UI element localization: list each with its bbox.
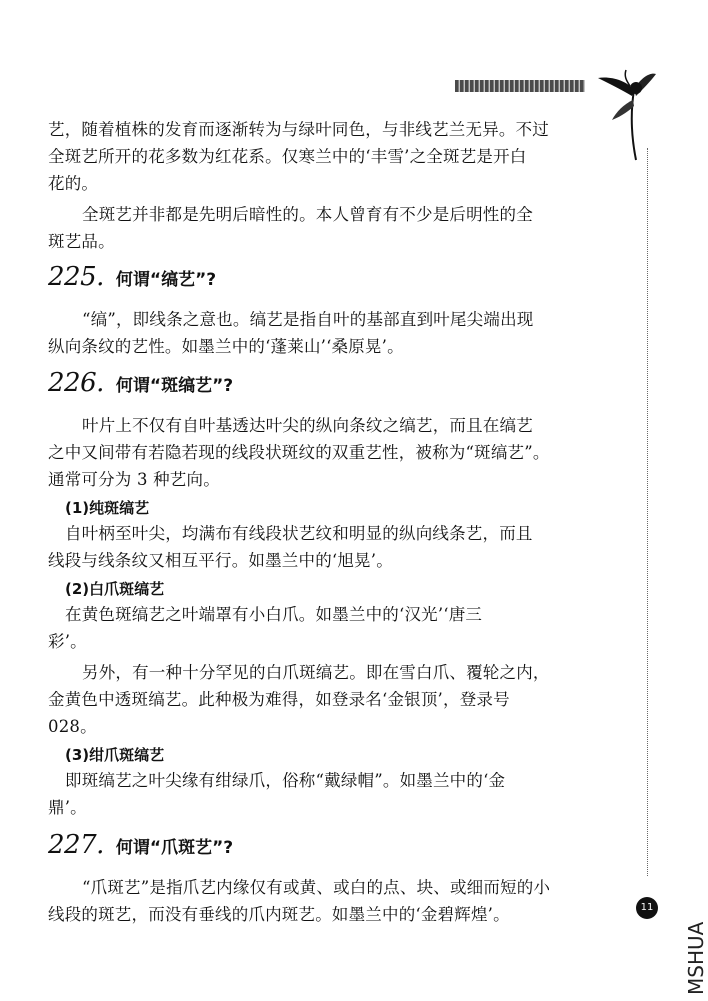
paragraph-line: 叶片上不仅有自叶基透达叶尖的纵向条纹之缟艺，而且在缟艺 xyxy=(82,416,533,435)
paragraph-line: 028。 xyxy=(48,717,97,736)
subsection-title: (1)纯斑缟艺 xyxy=(65,499,150,517)
paragraph-line: “爪斑艺”是指爪艺内缘仅有或黄、或白的点、块、或细而短的小 xyxy=(82,878,551,897)
section-number: 226. xyxy=(48,368,104,398)
paragraph-line: 通常可分为 3 种艺向。 xyxy=(48,470,220,489)
paragraph-line: 全斑艺并非都是先明后暗性的。本人曾育有不少是后明性的全 xyxy=(82,205,533,224)
paragraph-line: 艺，随着植株的发育而逐渐转为与绿叶同色，与非线艺兰无异。不过 xyxy=(48,120,549,139)
paragraph-line: 之中又间带有若隐若现的线段状斑纹的双重艺性，被称为“斑缟艺”。 xyxy=(48,443,550,462)
section-title: 何谓“爪斑艺”? xyxy=(115,838,234,858)
header-band xyxy=(455,80,585,92)
subsection-title: (3)绀爪斑缟艺 xyxy=(65,746,165,764)
paragraph-line: “缟”，即线条之意也。缟艺是指自叶的基部直到叶尾尖端出现 xyxy=(82,310,534,329)
paragraph-line: 花的。 xyxy=(48,174,99,193)
paragraph-line: 斑艺品。 xyxy=(48,232,115,251)
subsection-title: (2)白爪斑缟艺 xyxy=(65,580,165,598)
paragraph-line: 纵向条纹的艺性。如墨兰中的‘蓬莱山’‘桑原晃’。 xyxy=(48,337,404,356)
paragraph-line: 另外，有一种十分罕见的白爪斑缟艺。即在雪白爪、覆轮之内， xyxy=(82,663,550,682)
section-heading xyxy=(48,830,233,860)
paragraph-line: 全斑艺所开的花多数为红花系。仅寒兰中的‘丰雪’之全斑艺是开白 xyxy=(48,147,527,166)
paragraph-line: 彩’。 xyxy=(48,632,87,651)
section-title: 何谓“缟艺”? xyxy=(115,270,217,290)
section-heading xyxy=(48,368,233,398)
section-heading xyxy=(48,262,216,292)
section-number: 225. xyxy=(48,262,104,292)
watermark xyxy=(686,885,706,997)
section-title: 何谓“斑缟艺”? xyxy=(115,376,234,396)
paragraph-line: 线段与线条纹又相互平行。如墨兰中的‘旭晃’。 xyxy=(48,551,393,570)
section-number: 227. xyxy=(48,830,104,860)
paragraph-line: 在黄色斑缟艺之叶端罩有小白爪。如墨兰中的‘汉光’‘唐三 xyxy=(65,605,483,624)
paragraph-line: 鼎’。 xyxy=(48,798,87,817)
page-number: 11 xyxy=(640,902,654,913)
paragraph-line: 金黄色中透斑缟艺。此种极为难得，如登录名‘金银顶’，登录号 xyxy=(48,690,510,709)
watermark-text: MSHUA xyxy=(684,921,708,995)
paragraph-line: 自叶柄至叶尖，均满布有线段状艺纹和明显的纵向线条艺，而且 xyxy=(65,524,533,543)
paragraph-line: 即斑缟艺之叶尖缘有绀绿爪，俗称“戴绿帽”。如墨兰中的‘金 xyxy=(65,771,506,790)
paragraph-line: 线段的斑艺，而没有垂线的爪内斑艺。如墨兰中的‘金碧辉煌’。 xyxy=(48,905,510,924)
